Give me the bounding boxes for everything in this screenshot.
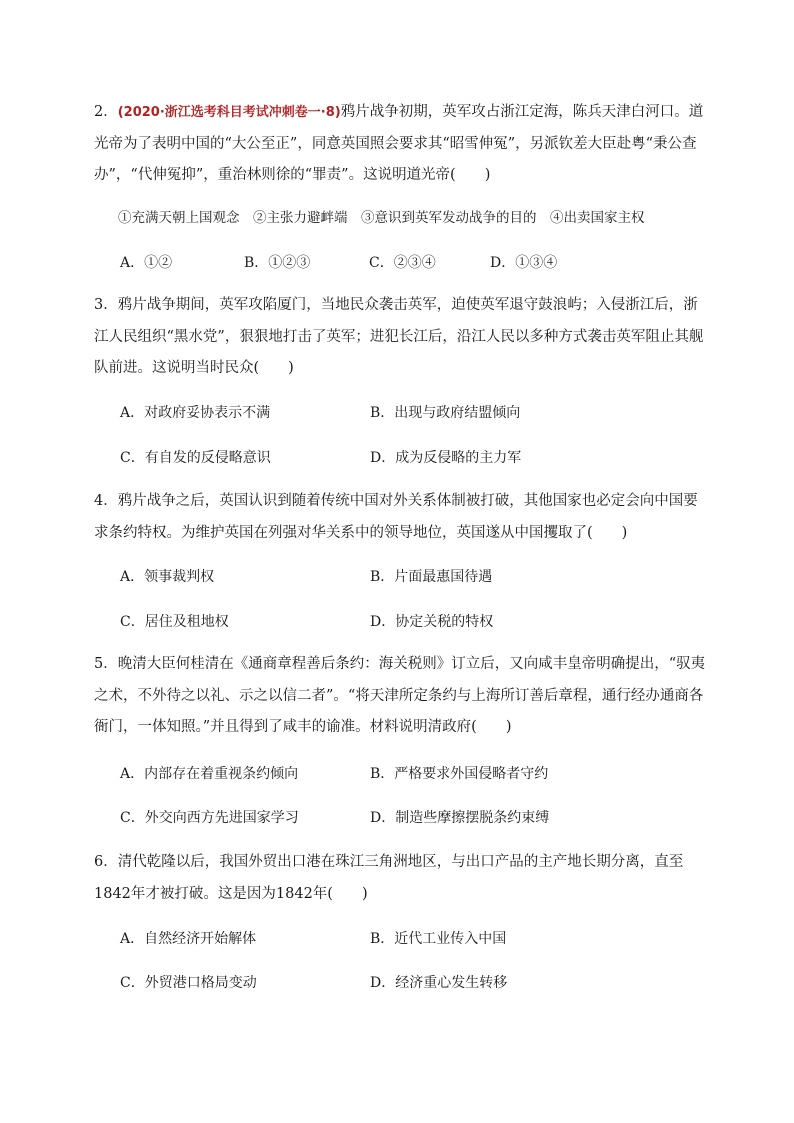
option-b: B．①②③ <box>244 255 311 271</box>
option-b: B．出现与政府结盟倾向 <box>370 405 521 421</box>
option-d: D．协定关税的特权 <box>370 614 494 630</box>
question-2-statements: ①充满天朝上国观念 ②主张力避衅端 ③意识到英军发动战争的目的 ④出卖国家主权 <box>118 210 645 226</box>
option-d: D．制造些摩擦摆脱条约束缚 <box>370 810 550 826</box>
question-number: 2． <box>94 104 118 120</box>
question-stem: 鸦片战争初期，英军攻占浙江定海，陈兵天津白河口。道光帝为了表明中国的“大公至正”，同意英国照会要求其“昭雪伸冤”，另派钦差大臣赴粤“秉公查办”，“代伸冤抑”，重治林则徐的“罪责”。这说明道光帝( ) <box>94 104 704 184</box>
question-4 <box>94 486 706 549</box>
question-stem: 晚清大臣何桂清在《通商章程善后条约：海关税则》订立后，又向咸丰皇帝明确提出，“驭夷之术，不外待之以礼、示之以信二者”。“将天津所定条约与上海所订善后章程，通行经办通商各衙门，一体知照。”并且得到了咸丰的谕准。材料说明清政府( ) <box>94 656 706 736</box>
option-a: A．自然经济开始解体 <box>120 931 257 947</box>
option-d: D．①③④ <box>490 255 558 271</box>
question-stem: 鸦片战争之后，英国认识到随着传统中国对外关系体制被打破，其他国家也必定会向中国要求条约特权。为维护英国在列强对华关系中的领导地位，英国遂从中国攫取了( ) <box>94 493 698 541</box>
option-c: C．有自发的反侵略意识 <box>120 450 271 466</box>
option-b: B．严格要求外国侵略者守约 <box>370 766 549 782</box>
option-a: A．内部存在着重视条约倾向 <box>120 766 299 782</box>
option-c: C．外交向西方先进国家学习 <box>120 810 299 826</box>
option-a: A．①② <box>120 255 173 271</box>
question-number: 4． <box>94 493 118 509</box>
question-6 <box>94 847 706 910</box>
question-number: 6． <box>94 854 118 870</box>
option-a: A．领事裁判权 <box>120 569 215 585</box>
option-c: C．外贸港口格局变动 <box>120 975 257 991</box>
question-stem: 清代乾隆以后，我国外贸出口港在珠江三角洲地区，与出口产品的主产地长期分离，直至1842年才被打破。这是因为1842年( ) <box>94 854 684 902</box>
question-2 <box>94 97 706 192</box>
question-source: (2020·浙江选考科目考试冲刺卷一·8) <box>117 105 341 120</box>
option-d: D．成为反侵略的主力军 <box>370 450 522 466</box>
question-stem: 鸦片战争期间，英军攻陷厦门，当地民众袭击英军，迫使英军退守鼓浪屿；入侵浙江后，浙江人民组织“黑水党”，狠狠地打击了英军；进犯长江后，沿江人民以多种方式袭击英军阻止其舰队前进。这说明当时民众( ) <box>94 297 704 377</box>
question-number: 3． <box>94 297 118 313</box>
option-a: A．对政府妥协表示不满 <box>120 405 271 421</box>
option-d: D．经济重心发生转移 <box>370 975 508 991</box>
question-3 <box>94 290 706 385</box>
option-b: B．近代工业传入中国 <box>370 931 507 947</box>
option-c: C．②③④ <box>369 255 436 271</box>
question-number: 5． <box>94 656 118 672</box>
option-c: C．居住及租地权 <box>120 614 229 630</box>
question-5 <box>94 649 706 744</box>
option-b: B．片面最惠国待遇 <box>370 569 493 585</box>
